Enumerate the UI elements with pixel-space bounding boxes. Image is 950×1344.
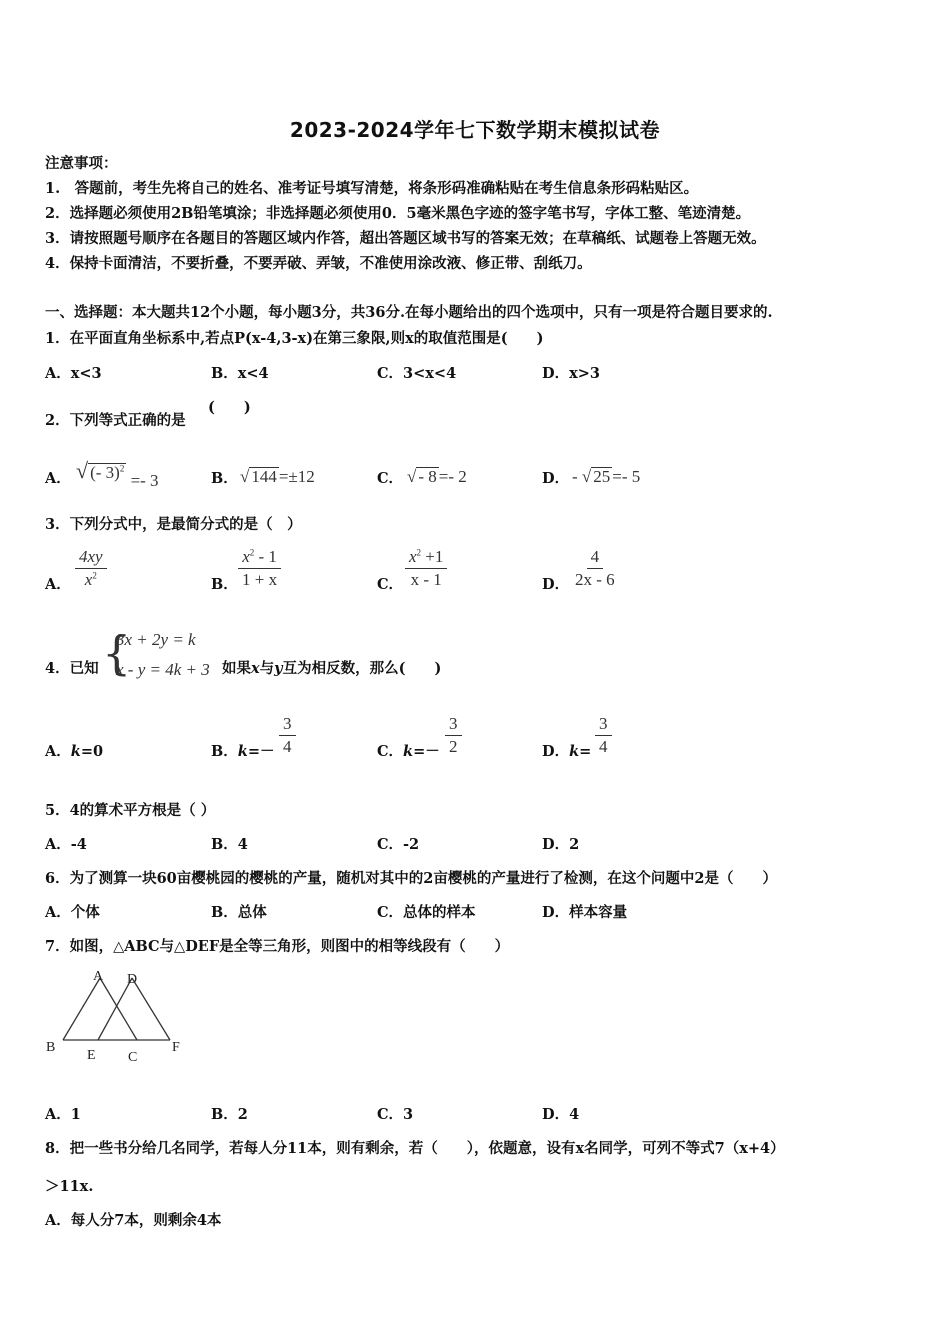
notice-item: 1. 答题前，考生先将自己的姓名、准考证号填写清楚，将条形码准确粘贴在考生信息条形码粘贴区。 — [45, 180, 699, 197]
figure-label-f: F — [172, 1040, 180, 1055]
q3-option-d-fraction: $\frac{4}{2x - 6}$ — [575, 547, 615, 589]
question-4-prefix: 4．已知 — [45, 660, 99, 677]
q4-option-b-fraction: $\frac{3}{4}$ — [279, 714, 296, 756]
triangles-figure — [40, 962, 190, 1070]
system-equation-2: x - y = 4k + 3 — [116, 660, 210, 679]
q1-option-c[interactable]: C．3<x<4 — [377, 365, 457, 382]
q4-option-d-fraction: $\frac{3}{4}$ — [595, 714, 612, 756]
q6-option-c[interactable]: C．总体的样本 — [377, 904, 476, 921]
q1-option-a[interactable]: A．x<3 — [45, 365, 102, 382]
q3-option-a-fraction: $\frac{4xy}{x^2}$ — [75, 547, 107, 589]
q6-option-b[interactable]: B．总体 — [211, 904, 267, 921]
question-8-stem: 8．把一些书分给几名同学，若每人分11本，则有剩余，若（ ），依题意，设有x名同学，可列不等式7（x+4） — [45, 1140, 785, 1157]
figure-label-d: D — [127, 972, 138, 987]
q2-option-d-expression: - √ 25 =- 5 — [572, 467, 641, 486]
question-3-stem: 3．下列分式中，是最简分式的是（ ） — [45, 516, 302, 533]
question-5-stem: 5．4的算术平方根是（ ） — [45, 802, 216, 819]
q4-option-c-fraction: $\frac{3}{2}$ — [445, 714, 462, 756]
question-4-stem: 如果x与y互为相反数，那么( ) — [222, 660, 442, 677]
q5-option-d[interactable]: D．2 — [542, 836, 580, 853]
q3-option-c-label[interactable]: C． — [377, 576, 404, 593]
q7-option-d[interactable]: D．4 — [542, 1106, 580, 1123]
question-7-stem: 7．如图，△ABC与△DEF是全等三角形，则图中的相等线段有（ ） — [45, 938, 510, 955]
question-8-stem-continued: ＞11x. — [45, 1178, 94, 1195]
q5-option-b[interactable]: B．4 — [211, 836, 248, 853]
question-2-paren: ( ) — [208, 399, 251, 416]
figure-label-a: A — [93, 969, 104, 984]
q4-option-b[interactable]: B．k=－ — [211, 743, 275, 760]
notice-item: 3．请按照题号顺序在各题目的答题区域内作答，超出答题区域书写的答案无效；在草稿纸、试题卷上答题无效。 — [45, 230, 766, 247]
figure-label-c: C — [128, 1050, 138, 1065]
section-heading: 一、选择题：本大题共12个小题，每小题3分，共36分.在每小题给出的四个选项中，只有一项是符合题目要求的. — [45, 304, 773, 321]
q4-option-c[interactable]: C．k=－ — [377, 743, 440, 760]
q3-option-b-label[interactable]: B． — [211, 576, 238, 593]
q2-option-c-expression: √ - 8 =- 2 — [407, 467, 467, 486]
q3-option-d-label[interactable]: D． — [542, 576, 570, 593]
q2-option-a-label[interactable]: A． — [45, 470, 71, 487]
q2-option-c-label[interactable]: C． — [377, 470, 404, 487]
figure-label-e: E — [87, 1048, 96, 1063]
q7-option-c[interactable]: C．3 — [377, 1106, 414, 1123]
figure-label-b: B — [46, 1040, 56, 1055]
q4-option-a[interactable]: A．k=0 — [45, 743, 104, 760]
q8-option-a[interactable]: A．每人分7本，则剩余4本 — [45, 1212, 222, 1229]
q7-option-a[interactable]: A．1 — [45, 1106, 81, 1123]
notice-item: 2．选择题必须使用2B铅笔填涂；非选择题必须使用0．5毫米黑色字迹的签字笔书写，字体工整、笔迹清楚。 — [45, 205, 751, 222]
q2-option-b-label[interactable]: B． — [211, 470, 238, 487]
system-equation-1: 3x + 2y = k — [116, 630, 196, 649]
q4-option-d[interactable]: D．k= — [542, 743, 592, 760]
q2-option-a-expression: √ (- 3)$^2$ =- 3 — [76, 458, 159, 490]
q2-option-b-expression: √ 144 =±12 — [240, 467, 315, 486]
q1-option-b[interactable]: B．x<4 — [211, 365, 269, 382]
q3-option-b-fraction: $\frac{x^2 - 1}{1 + x}$ — [238, 547, 281, 589]
q1-option-d[interactable]: D．x>3 — [542, 365, 600, 382]
q3-option-a-label[interactable]: A． — [45, 576, 71, 593]
question-2-stem: 2．下列等式正确的是 — [45, 412, 186, 429]
notice-item: 4．保持卡面清洁，不要折叠，不要弄破、弄皱，不准使用涂改液、修正带、刮纸刀。 — [45, 255, 592, 272]
q5-option-a[interactable]: A．-4 — [45, 836, 87, 853]
q2-option-d-label[interactable]: D． — [542, 470, 570, 487]
question-6-stem: 6．为了测算一块60亩樱桃园的樱桃的产量，随机对其中的2亩樱桃的产量进行了检测，在这个问题中2是（ ） — [45, 870, 777, 887]
question-1-stem: 1．在平面直角坐标系中,若点P(x-4,3-x)在第三象限,则x的取值范围是( ) — [45, 330, 544, 347]
page-title: 2023-2024学年七下数学期末模拟试卷 — [289, 118, 661, 142]
system-brace: { — [102, 626, 132, 680]
notice-heading: 注意事项： — [45, 155, 118, 172]
q6-option-d[interactable]: D．样本容量 — [542, 904, 628, 921]
q3-option-c-fraction: $\frac{x^2 +1}{x - 1}$ — [405, 547, 447, 589]
q5-option-c[interactable]: C．-2 — [377, 836, 420, 853]
q7-option-b[interactable]: B．2 — [211, 1106, 248, 1123]
q6-option-a[interactable]: A．个体 — [45, 904, 100, 921]
